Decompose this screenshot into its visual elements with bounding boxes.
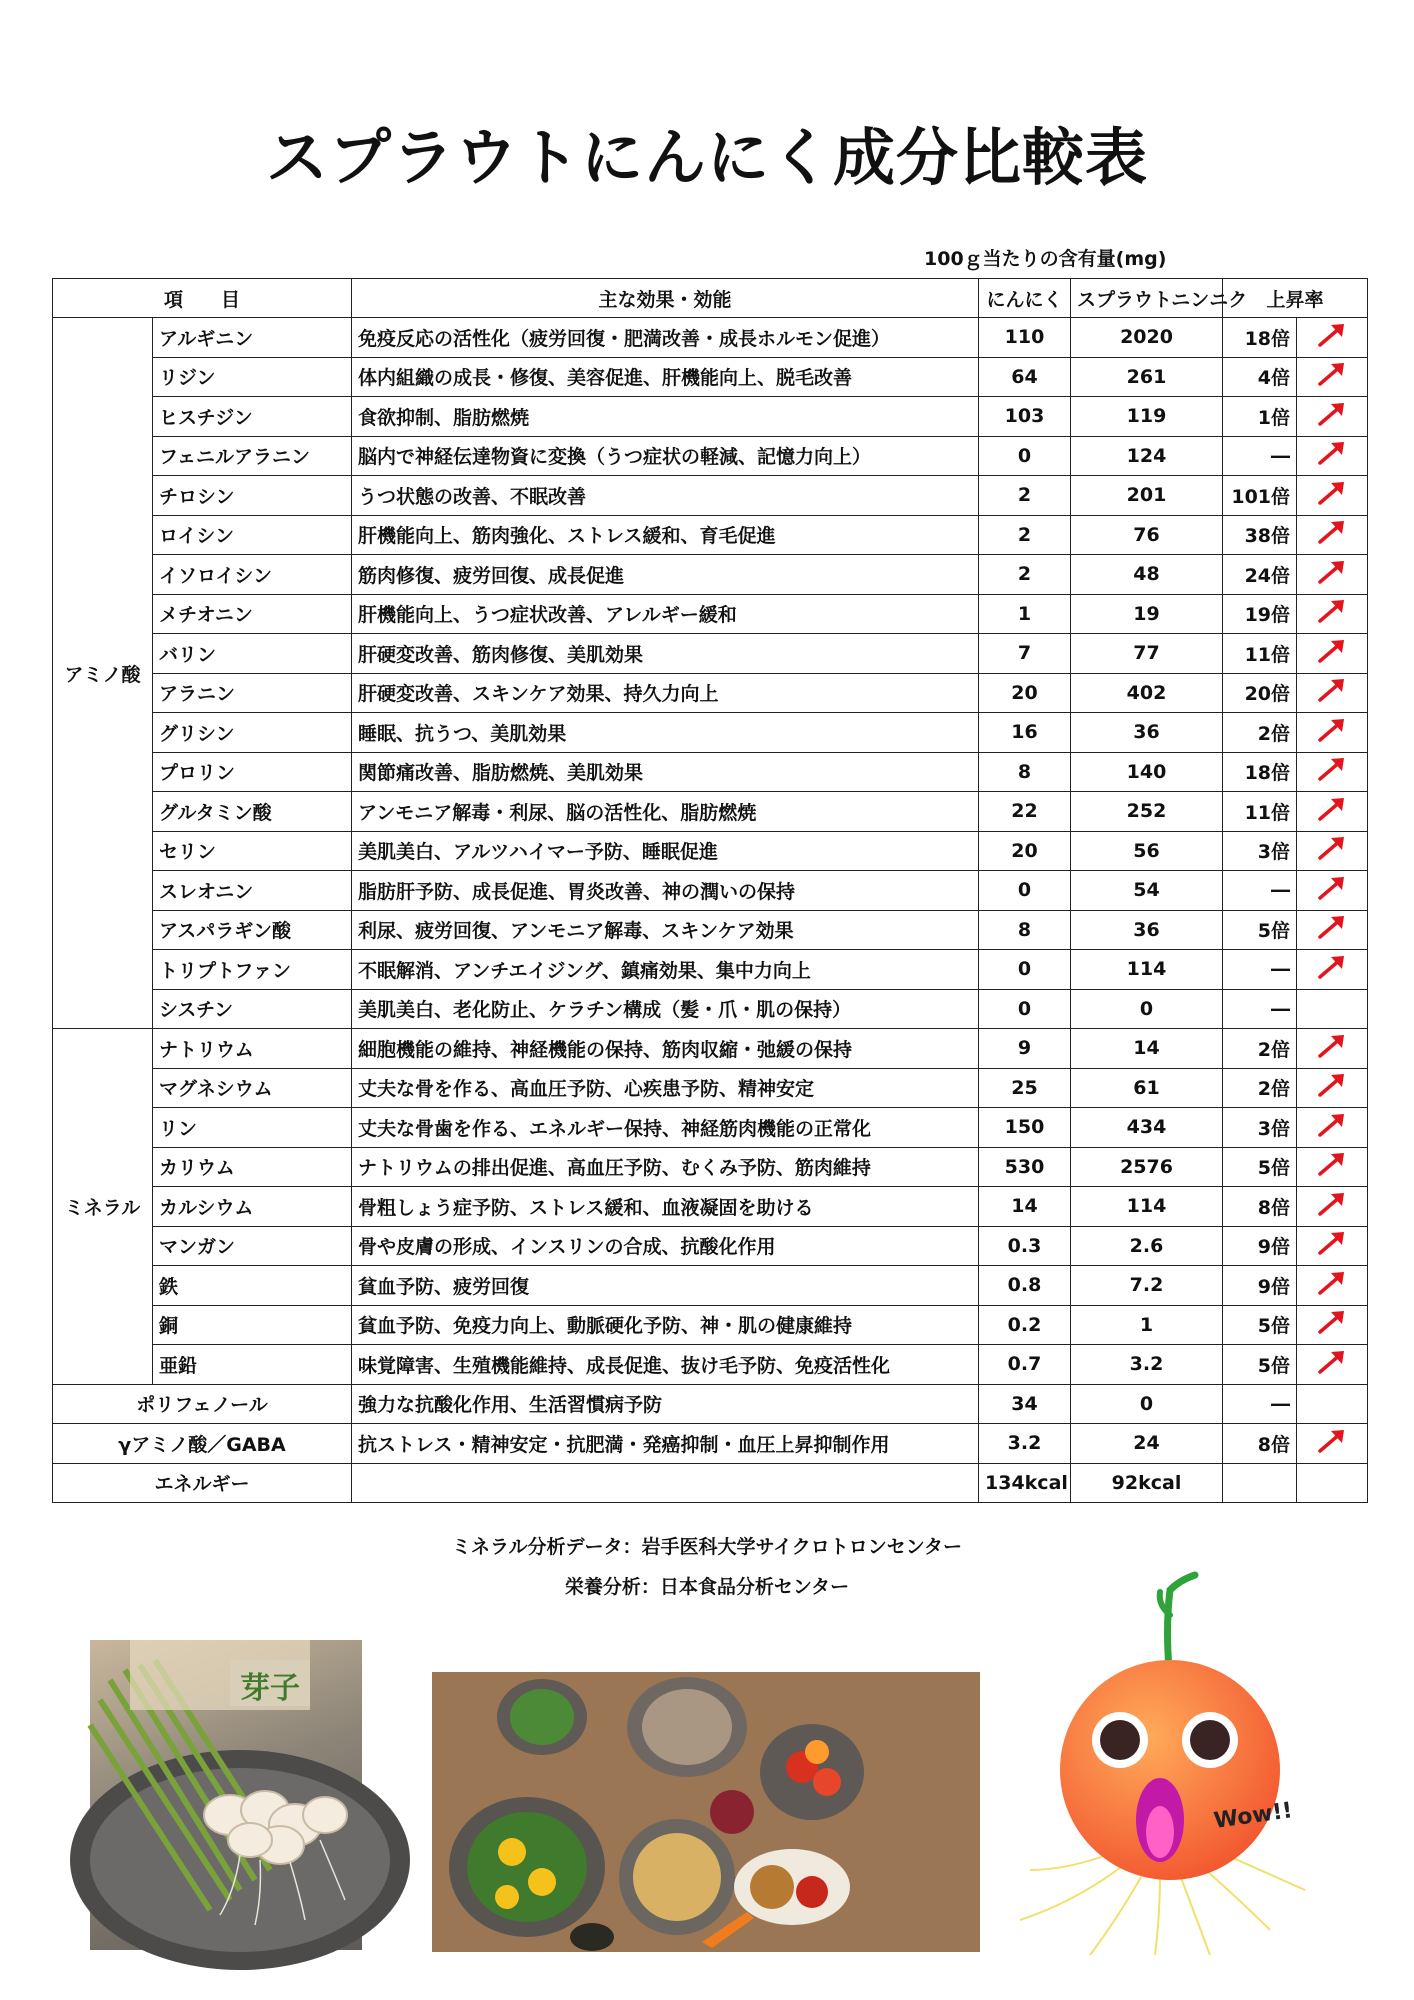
up-arrow-cell bbox=[1297, 871, 1368, 911]
empty-arrow-cell bbox=[1297, 1384, 1368, 1424]
table-row bbox=[53, 752, 1368, 792]
item-name: バリン bbox=[153, 634, 352, 674]
sprout-value: 252 bbox=[1071, 792, 1223, 832]
item-name: スレオニン bbox=[153, 871, 352, 911]
table-row bbox=[53, 515, 1368, 555]
item-name: フェニルアラニン bbox=[153, 436, 352, 476]
up-arrow-icon bbox=[1317, 884, 1347, 906]
effect-text: 肝機能向上、筋肉強化、ストレス緩和、育毛促進 bbox=[352, 515, 979, 555]
up-arrow-cell bbox=[1297, 910, 1368, 950]
sprout-value: 36 bbox=[1071, 713, 1223, 753]
up-arrow-cell bbox=[1297, 673, 1368, 713]
sprout-value: 1 bbox=[1071, 1305, 1223, 1345]
sprout-value: 114 bbox=[1071, 1187, 1223, 1227]
garlic-value: 134kcal bbox=[979, 1463, 1071, 1503]
comparison-table bbox=[52, 278, 1368, 1503]
credit-nutrition: 栄養分析：日本食品分析センター bbox=[564, 1576, 850, 1598]
sprout-value: 201 bbox=[1071, 476, 1223, 516]
up-arrow-cell bbox=[1297, 634, 1368, 674]
sprout-value: 7.2 bbox=[1071, 1266, 1223, 1306]
up-arrow-cell bbox=[1297, 831, 1368, 871]
effect-text: 関節痛改善、脂肪燃焼、美肌効果 bbox=[352, 752, 979, 792]
table-row bbox=[53, 950, 1368, 990]
garlic-value: 3.2 bbox=[979, 1424, 1071, 1464]
sprout-value: 24 bbox=[1071, 1424, 1223, 1464]
effect-text: 体内組織の成長・修復、美容促進、肝機能向上、脱毛改善 bbox=[352, 357, 979, 397]
rate-value: ― bbox=[1223, 436, 1297, 476]
item-name: ナトリウム bbox=[153, 1029, 352, 1069]
garlic-value: 2 bbox=[979, 515, 1071, 555]
effect-text: 美肌美白、アルツハイマー予防、睡眠促進 bbox=[352, 831, 979, 871]
table-row bbox=[53, 555, 1368, 595]
item-name: アルギニン bbox=[153, 318, 352, 358]
table-row bbox=[53, 476, 1368, 516]
up-arrow-cell bbox=[1297, 752, 1368, 792]
effect-text: 丈夫な骨を作る、高血圧予防、心疾患予防、精神安定 bbox=[352, 1068, 979, 1108]
item-name: ポリフェノール bbox=[53, 1384, 352, 1424]
item-name: チロシン bbox=[153, 476, 352, 516]
up-arrow-cell bbox=[1297, 318, 1368, 358]
empty-arrow-cell bbox=[1297, 989, 1368, 1029]
table-row bbox=[53, 436, 1368, 476]
up-arrow-icon bbox=[1317, 647, 1347, 669]
effect-text: 丈夫な骨歯を作る、エネルギー保持、神経筋肉機能の正常化 bbox=[352, 1108, 979, 1148]
credit-mineral: ミネラル分析データ：岩手医科大学サイクロトロンセンター bbox=[452, 1536, 962, 1558]
garlic-value: 150 bbox=[979, 1108, 1071, 1148]
table-row bbox=[53, 989, 1368, 1029]
effect-text bbox=[352, 1463, 979, 1503]
table-row bbox=[53, 673, 1368, 713]
package-label: 芽子 bbox=[240, 1671, 300, 1706]
up-arrow-cell bbox=[1297, 1424, 1368, 1464]
table-row bbox=[53, 1305, 1368, 1345]
up-arrow-icon bbox=[1317, 1200, 1347, 1222]
item-name: マグネシウム bbox=[153, 1068, 352, 1108]
up-arrow-cell bbox=[1297, 1147, 1368, 1187]
effect-text: 脳内で神経伝達物資に変換（うつ症状の軽減、記憶力向上） bbox=[352, 436, 979, 476]
garlic-value: 34 bbox=[979, 1384, 1071, 1424]
mascot-illustration bbox=[1010, 1570, 1310, 1960]
up-arrow-icon bbox=[1317, 410, 1347, 432]
sprout-value: 2576 bbox=[1071, 1147, 1223, 1187]
rate-value: 9倍 bbox=[1223, 1226, 1297, 1266]
up-arrow-cell bbox=[1297, 515, 1368, 555]
effect-text: ナトリウムの排出促進、高血圧予防、むくみ予防、筋肉維持 bbox=[352, 1147, 979, 1187]
up-arrow-cell bbox=[1297, 357, 1368, 397]
up-arrow-icon bbox=[1317, 686, 1347, 708]
table-row bbox=[53, 871, 1368, 911]
header-garlic: にんにく bbox=[979, 279, 1071, 318]
table-row bbox=[53, 1108, 1368, 1148]
item-name: プロリン bbox=[153, 752, 352, 792]
up-arrow-icon bbox=[1317, 805, 1347, 827]
item-name: アスパラギン酸 bbox=[153, 910, 352, 950]
item-name: 鉄 bbox=[153, 1266, 352, 1306]
item-name: イソロイシン bbox=[153, 555, 352, 595]
effect-text: 骨粗しょう症予防、ストレス緩和、血液凝固を助ける bbox=[352, 1187, 979, 1227]
table-row bbox=[53, 318, 1368, 358]
garlic-value: 0 bbox=[979, 871, 1071, 911]
up-arrow-icon bbox=[1317, 844, 1347, 866]
table-row bbox=[53, 634, 1368, 674]
up-arrow-icon bbox=[1317, 963, 1347, 985]
sprout-value: 92kcal bbox=[1071, 1463, 1223, 1503]
up-arrow-icon bbox=[1317, 765, 1347, 787]
rate-value: 19倍 bbox=[1223, 594, 1297, 634]
effect-text: 貧血予防、免疫力向上、動脈硬化予防、神・肌の健康維持 bbox=[352, 1305, 979, 1345]
garlic-sprout-photo bbox=[90, 1640, 362, 1950]
up-arrow-icon bbox=[1317, 923, 1347, 945]
garlic-value: 20 bbox=[979, 831, 1071, 871]
up-arrow-cell bbox=[1297, 397, 1368, 437]
table-row bbox=[53, 1068, 1368, 1108]
item-name: トリプトファン bbox=[153, 950, 352, 990]
rate-value: 2倍 bbox=[1223, 713, 1297, 753]
item-name: メチオニン bbox=[153, 594, 352, 634]
table-row bbox=[53, 594, 1368, 634]
item-name: リジン bbox=[153, 357, 352, 397]
rate-value: 9倍 bbox=[1223, 1266, 1297, 1306]
rate-value: 5倍 bbox=[1223, 910, 1297, 950]
effect-text: 抗ストレス・精神安定・抗肥満・発癌抑制・血圧上昇抑制作用 bbox=[352, 1424, 979, 1464]
garlic-value: 9 bbox=[979, 1029, 1071, 1069]
item-name: 銅 bbox=[153, 1305, 352, 1345]
up-arrow-icon bbox=[1317, 1358, 1347, 1380]
header-item: 項 目 bbox=[53, 279, 352, 318]
garlic-value: 0.2 bbox=[979, 1305, 1071, 1345]
up-arrow-icon bbox=[1317, 528, 1347, 550]
up-arrow-cell bbox=[1297, 1345, 1368, 1385]
up-arrow-cell bbox=[1297, 555, 1368, 595]
garlic-value: 0.8 bbox=[979, 1266, 1071, 1306]
item-name: シスチン bbox=[153, 989, 352, 1029]
rate-value: 5倍 bbox=[1223, 1147, 1297, 1187]
item-name: セリン bbox=[153, 831, 352, 871]
table-row bbox=[53, 1266, 1368, 1306]
up-arrow-cell bbox=[1297, 1266, 1368, 1306]
item-name: エネルギー bbox=[53, 1463, 352, 1503]
rate-value: 4倍 bbox=[1223, 357, 1297, 397]
up-arrow-icon bbox=[1317, 1318, 1347, 1340]
up-arrow-cell bbox=[1297, 1029, 1368, 1069]
sprout-value: 36 bbox=[1071, 910, 1223, 950]
effect-text: 肝機能向上、うつ症状改善、アレルギー緩和 bbox=[352, 594, 979, 634]
rate-value: ― bbox=[1223, 989, 1297, 1029]
garlic-value: 25 bbox=[979, 1068, 1071, 1108]
table-header-row bbox=[53, 279, 1368, 318]
sprout-value: 56 bbox=[1071, 831, 1223, 871]
header-rate: 上昇率 bbox=[1223, 279, 1368, 318]
item-name: グリシン bbox=[153, 713, 352, 753]
up-arrow-cell bbox=[1297, 1226, 1368, 1266]
up-arrow-icon bbox=[1317, 1239, 1347, 1261]
up-arrow-cell bbox=[1297, 1305, 1368, 1345]
rate-value: 5倍 bbox=[1223, 1345, 1297, 1385]
sprout-value: 124 bbox=[1071, 436, 1223, 476]
rate-value: 8倍 bbox=[1223, 1187, 1297, 1227]
effect-text: アンモニア解毒・利尿、脳の活性化、脂肪燃焼 bbox=[352, 792, 979, 832]
rate-value: 20倍 bbox=[1223, 673, 1297, 713]
table-row bbox=[53, 1463, 1368, 1503]
up-arrow-icon bbox=[1317, 726, 1347, 748]
effect-text: 不眠解消、アンチエイジング、鎮痛効果、集中力向上 bbox=[352, 950, 979, 990]
table-row bbox=[53, 1226, 1368, 1266]
effect-text: 貧血予防、疲労回復 bbox=[352, 1266, 979, 1306]
table-row bbox=[53, 1187, 1368, 1227]
up-arrow-icon bbox=[1317, 1160, 1347, 1182]
garlic-value: 14 bbox=[979, 1187, 1071, 1227]
table-row bbox=[53, 397, 1368, 437]
table-row bbox=[53, 1384, 1368, 1424]
up-arrow-cell bbox=[1297, 950, 1368, 990]
item-name: カリウム bbox=[153, 1147, 352, 1187]
garlic-value: 0.3 bbox=[979, 1226, 1071, 1266]
garlic-value: 16 bbox=[979, 713, 1071, 753]
garlic-value: 0 bbox=[979, 950, 1071, 990]
garlic-value: 0.7 bbox=[979, 1345, 1071, 1385]
up-arrow-icon bbox=[1317, 331, 1347, 353]
rate-value: 18倍 bbox=[1223, 318, 1297, 358]
effect-text: 味覚障害、生殖機能維持、成長促進、抜け毛予防、免疫活性化 bbox=[352, 1345, 979, 1385]
sprout-value: 0 bbox=[1071, 989, 1223, 1029]
item-name: ロイシン bbox=[153, 515, 352, 555]
sprout-value: 261 bbox=[1071, 357, 1223, 397]
sprout-value: 76 bbox=[1071, 515, 1223, 555]
item-name: アラニン bbox=[153, 673, 352, 713]
sprout-value: 2.6 bbox=[1071, 1226, 1223, 1266]
effect-text: 肝硬変改善、スキンケア効果、持久力向上 bbox=[352, 673, 979, 713]
up-arrow-cell bbox=[1297, 792, 1368, 832]
rate-value: 38倍 bbox=[1223, 515, 1297, 555]
sprout-value: 119 bbox=[1071, 397, 1223, 437]
up-arrow-cell bbox=[1297, 713, 1368, 753]
up-arrow-cell bbox=[1297, 1108, 1368, 1148]
item-name: マンガン bbox=[153, 1226, 352, 1266]
up-arrow-icon bbox=[1317, 370, 1347, 392]
effect-text: 骨や皮膚の形成、インスリンの合成、抗酸化作用 bbox=[352, 1226, 979, 1266]
garlic-value: 8 bbox=[979, 752, 1071, 792]
item-name: カルシウム bbox=[153, 1187, 352, 1227]
category-mineral: ミネラル bbox=[53, 1029, 153, 1385]
effect-text: 強力な抗酸化作用、生活習慣病予防 bbox=[352, 1384, 979, 1424]
table-row bbox=[53, 1424, 1368, 1464]
rate-value: ― bbox=[1223, 950, 1297, 990]
garlic-value: 2 bbox=[979, 555, 1071, 595]
effect-text: 脂肪肝予防、成長促進、胃炎改善、神の潤いの保持 bbox=[352, 871, 979, 911]
up-arrow-icon bbox=[1317, 607, 1347, 629]
table-row bbox=[53, 1029, 1368, 1069]
up-arrow-icon bbox=[1317, 1081, 1347, 1103]
effect-text: 免疫反応の活性化（疲労回復・肥満改善・成長ホルモン促進） bbox=[352, 318, 979, 358]
up-arrow-cell bbox=[1297, 1187, 1368, 1227]
item-name: 亜鉛 bbox=[153, 1345, 352, 1385]
mascot-wow-text: Wow!! bbox=[1212, 1798, 1295, 1834]
table-row bbox=[53, 713, 1368, 753]
table-row bbox=[53, 1147, 1368, 1187]
sprout-value: 0 bbox=[1071, 1384, 1223, 1424]
garlic-value: 7 bbox=[979, 634, 1071, 674]
garlic-value: 0 bbox=[979, 436, 1071, 476]
up-arrow-icon bbox=[1317, 1279, 1347, 1301]
sprout-value: 140 bbox=[1071, 752, 1223, 792]
rate-value: 3倍 bbox=[1223, 831, 1297, 871]
garlic-value: 110 bbox=[979, 318, 1071, 358]
table-row bbox=[53, 831, 1368, 871]
item-name: グルタミン酸 bbox=[153, 792, 352, 832]
effect-text: 利尿、疲労回復、アンモニア解毒、スキンケア効果 bbox=[352, 910, 979, 950]
up-arrow-cell bbox=[1297, 1068, 1368, 1108]
rate-value: 3倍 bbox=[1223, 1108, 1297, 1148]
item-name: リン bbox=[153, 1108, 352, 1148]
effect-text: 食欲抑制、脂肪燃焼 bbox=[352, 397, 979, 437]
effect-text: うつ状態の改善、不眠改善 bbox=[352, 476, 979, 516]
rate-value: 2倍 bbox=[1223, 1068, 1297, 1108]
sprout-value: 54 bbox=[1071, 871, 1223, 911]
sprout-value: 114 bbox=[1071, 950, 1223, 990]
up-arrow-icon bbox=[1317, 1042, 1347, 1064]
table-body bbox=[53, 318, 1368, 1503]
table-row bbox=[53, 1345, 1368, 1385]
up-arrow-cell bbox=[1297, 594, 1368, 634]
effect-text: 筋肉修復、疲労回復、成長促進 bbox=[352, 555, 979, 595]
empty-arrow-cell bbox=[1297, 1463, 1368, 1503]
garlic-value: 2 bbox=[979, 476, 1071, 516]
effect-text: 細胞機能の維持、神経機能の保持、筋肉収縮・弛緩の保持 bbox=[352, 1029, 979, 1069]
effect-text: 睡眠、抗うつ、美肌効果 bbox=[352, 713, 979, 753]
item-name: ヒスチジン bbox=[153, 397, 352, 437]
rate-value: 11倍 bbox=[1223, 634, 1297, 674]
effect-text: 肝硬変改善、筋肉修復、美肌効果 bbox=[352, 634, 979, 674]
category-amino: アミノ酸 bbox=[53, 318, 153, 1029]
header-effect: 主な効果・効能 bbox=[352, 279, 979, 318]
unit-note: 100ｇ当たりの含有量(mg) bbox=[924, 248, 1167, 270]
rate-value: 8倍 bbox=[1223, 1424, 1297, 1464]
header-sprout: スプラウトニンニク bbox=[1071, 279, 1223, 318]
garlic-value: 8 bbox=[979, 910, 1071, 950]
rate-value: 24倍 bbox=[1223, 555, 1297, 595]
item-name: γアミノ酸／GABA bbox=[53, 1424, 352, 1464]
table-row bbox=[53, 910, 1368, 950]
table-row bbox=[53, 792, 1368, 832]
garlic-value: 0 bbox=[979, 989, 1071, 1029]
rate-value: 18倍 bbox=[1223, 752, 1297, 792]
rate-value: ― bbox=[1223, 1384, 1297, 1424]
up-arrow-icon bbox=[1317, 1437, 1347, 1459]
garlic-value: 103 bbox=[979, 397, 1071, 437]
rate-value: 2倍 bbox=[1223, 1029, 1297, 1069]
sprout-value: 402 bbox=[1071, 673, 1223, 713]
rate-value: ― bbox=[1223, 871, 1297, 911]
up-arrow-icon bbox=[1317, 449, 1347, 471]
sprout-value: 2020 bbox=[1071, 318, 1223, 358]
rate-value: 11倍 bbox=[1223, 792, 1297, 832]
sprout-value: 77 bbox=[1071, 634, 1223, 674]
rate-value: 101倍 bbox=[1223, 476, 1297, 516]
sprout-value: 19 bbox=[1071, 594, 1223, 634]
sprout-value: 3.2 bbox=[1071, 1345, 1223, 1385]
up-arrow-cell bbox=[1297, 476, 1368, 516]
garlic-value: 22 bbox=[979, 792, 1071, 832]
dishes-photo bbox=[432, 1672, 980, 1952]
sprout-value: 14 bbox=[1071, 1029, 1223, 1069]
table-row bbox=[53, 357, 1368, 397]
up-arrow-icon bbox=[1317, 1121, 1347, 1143]
rate-value bbox=[1223, 1463, 1297, 1503]
rate-value: 5倍 bbox=[1223, 1305, 1297, 1345]
garlic-value: 64 bbox=[979, 357, 1071, 397]
garlic-value: 1 bbox=[979, 594, 1071, 634]
garlic-value: 530 bbox=[979, 1147, 1071, 1187]
up-arrow-icon bbox=[1317, 489, 1347, 511]
rate-value: 1倍 bbox=[1223, 397, 1297, 437]
up-arrow-icon bbox=[1317, 568, 1347, 590]
sprout-value: 48 bbox=[1071, 555, 1223, 595]
garlic-value: 20 bbox=[979, 673, 1071, 713]
effect-text: 美肌美白、老化防止、ケラチン構成（髪・爪・肌の保持） bbox=[352, 989, 979, 1029]
sprout-value: 61 bbox=[1071, 1068, 1223, 1108]
up-arrow-cell bbox=[1297, 436, 1368, 476]
page-title: スプラウトにんにく成分比較表 bbox=[265, 121, 1148, 194]
sprout-value: 434 bbox=[1071, 1108, 1223, 1148]
